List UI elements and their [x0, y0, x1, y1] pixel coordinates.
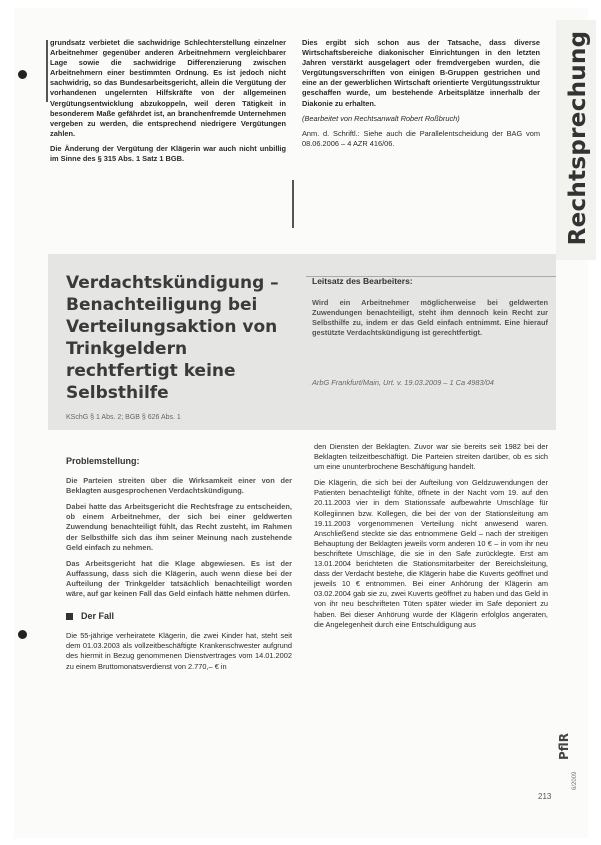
editor-note: (Bearbeitet von Rechtsanwalt Robert Roßbruch)	[302, 113, 460, 123]
lower-right-column	[314, 442, 548, 636]
problem-paragraph-2: Dabei hatte das Arbeitsgericht die Rechtsfrage zu entscheiden, ob einem Arbeitnehmer, der sich bei einer geldwerten Zuwendung benachteiligt fühlt, das Recht zusteht, im Rahmen der Selbsthilfe sich das ihm seiner Meinung nach zustehende Geld einfach zu nehmen.	[66, 502, 292, 552]
leitsatz-text: Wird ein Arbeitnehmer möglicherweise bei geldwerten Zuwendungen benachteiligt, steht ihm dennoch kein Recht zur Selbsthilfe zu, indem er das Geld einfach entnimmt. Eine hierauf gestützte Verdachtskündigung ist gerechtfertigt.	[312, 298, 548, 337]
top-left-paragraph-2: Die Änderung der Vergütung der Klägerin war auch nicht unbillig im Sinne des § 315 Abs. 1 Satz 1 BGB.	[50, 143, 286, 164]
leitsatz-citation: ArbG Frankfurt/Main, Urt. v. 19.03.2009 – 1 Ca 4983/04	[312, 378, 494, 387]
top-left-paragraph-1: grundsatz verbietet die sachwidrige Schlechterstellung einzelner Arbeitnehmer gegenüber anderen Arbeitnehmern vergleichbarer Lage sowie die sachwidrige Differenzierung zwischen Arbeitnehmern einer bestimmten Ordnung. Es ist jedoch nicht sachwidrig, so das Bundesarbeitsgericht, allein die Vergütung der vorhandenen ungelernten Hilfskräfte von der allgemeinen Vergütungsentwicklung abzukoppeln, weil deren Tätigkeit in besonderem Maße gefährdet ist, an branchenfremde Unternehmen vergeben zu werden, die entsprechend niedrigere Vergütungen zahlen.	[50, 38, 286, 138]
statute-reference: KSchG § 1 Abs. 2; BGB § 626 Abs. 1	[66, 414, 181, 421]
right-paragraph-2: Die Klägerin, die sich bei der Aufteilung von Geldzuwendungen der Patienten benachteiligt fühlte, öffnete in der Nacht vom 19. auf den 20.11.2003 vier in dem Stationssafe aufbewahrte Umschläge für Kollegiinnen bzw. Kollegen, die bei der von der Stationsleitung am 19.11.2003 vorgenommenen Verteilung nicht anwesend waren. Anschließend steckte sie das entnommene Geld – nach der streitigen Behauptung der Beklagten jeweils vorm anderen 10 € – in vom ihr neu beschriftete Umschläge, die sie in den Safe zurücklegte. Erst am 13.01.2004 berichteten die Stationsmitarbeiter der Bereichsleitung, dass der Verdacht bestehe, die Klägerin habe die Kuverts geöffnet und jeweils 10 € entnommen. Bei einer Anhörung der Klägerin am 03.02.2004 gab sie zu, zwei Kuverts geöffnet zu haben und das Geld in von ihr neu beschrifteten Tüten später wieder im Safe deponiert zu haben. Bei dieser Anhörung wurde der Klägerin erfolglos angeraten, die Angelegenheit durch eine Entschuldigung aus	[314, 478, 548, 629]
top-left-column	[50, 38, 286, 169]
punch-hole	[18, 630, 27, 639]
lower-left-column	[66, 456, 292, 678]
fall-heading: Der Fall	[81, 611, 115, 622]
page-number: 213	[538, 792, 552, 801]
top-right-paragraph-1: Dies ergibt sich schon aus der Tatsache, dass diverse Wirtschaftsbereiche diakonischer Einrichtungen in den letzten Jahren verstärkt ausgelagert oder fremdvergeben wurden, die Vergütungsverschriften von einigen B-Gruppen gestrichen und eine an der gewerblichen Wirtschaft orientierte Vergütungsstruktur geschaffen wurde, um bestehende Arbeitsplätze innerhalb der Diakonie zu erhalten.	[302, 38, 540, 108]
problem-heading: Problemstellung:	[66, 456, 140, 466]
fall-paragraph: Die 55-jährige verheiratete Klägerin, die zwei Kinder hat, steht seit dem 01.03.2003 als vollzeitbeschäftigte Krankenschwester aufgrund des hiermit in Bezug genommenen Dienstvertrages vom 14.01.2002 zu einem Bruttomonatsverdienst von 2.770,– € in	[66, 631, 292, 671]
leitsatz-heading: Leitsatz des Bearbeiters:	[312, 276, 413, 286]
column-divider-left	[46, 40, 48, 102]
column-divider-mid	[292, 180, 294, 228]
author-remark: Anm. d. Schriftl.: Siehe auch die Parallelentscheidung der BAG vom 08.06.2006 – 4 AZR 416/06.	[302, 128, 540, 148]
problem-paragraph-3: Das Arbeitsgericht hat die Klage abgewiesen. Es ist der Auffassung, dass sich die Klägerin, auch wenn diese bei der Aufteilung der Trinkgelder tatsächlich benachteiligt worden wäre, auf gar keinen Fall das Geld einfach hätte nehmen dürfen.	[66, 558, 292, 599]
problem-paragraph-1: Die Parteien streiten über die Wirksamkeit einer von der Beklagten ausgesprochenen Verdachtskündigung.	[66, 476, 292, 496]
journal-logo: PflR	[557, 733, 571, 760]
fall-heading-row	[66, 611, 292, 621]
article-title: Verdachtskündigung – Benachteiligung bei Verteilungsaktion von Trinkgeldern rechtfertigt keine Selbsthilfe	[66, 273, 279, 403]
right-paragraph-1: den Diensten der Beklagten. Zuvor war sie bereits seit 1982 bei der Beklagten teilzeitbeschäftigt. Die Parteien streiten darüber, ob es sich um eine ununterbrochene Beschäftigung handelt.	[314, 442, 548, 472]
top-right-column	[302, 38, 540, 154]
square-bullet-icon	[66, 613, 73, 620]
section-label: Rechtsprechung	[565, 30, 591, 246]
journal-issue: 6/2009	[572, 771, 578, 790]
punch-hole	[18, 70, 27, 79]
